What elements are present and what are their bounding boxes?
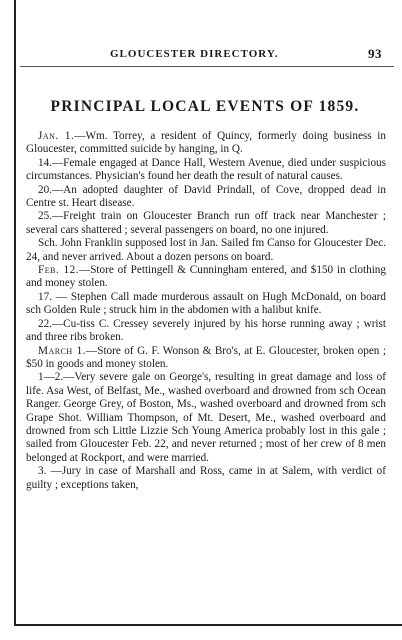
event-text: —Wm. Torrey, a resident of Quincy, formerly doing business in Gloucester, committed suicide by hanging, in Q. [26,130,386,156]
running-head-title: GLOUCESTER DIRECTORY. [110,48,279,60]
section-title: PRINCIPAL LOCAL EVENTS OF 1859. [50,98,360,115]
event-text: —Store of Pettingell & Cunningham entered, and $150 in clothing and money stolen. [26,264,386,290]
event-entry [26,345,386,372]
header-rule [20,66,394,67]
event-text: 22.—Cu-tiss C. Cressey severely injured by his horse running away ; wrist and three ribs broken. [26,317,386,344]
event-date-lead: Feb. 12. [38,264,79,277]
left-border-rule [14,0,16,625]
event-date-lead: Jan. 1. [38,130,75,142]
event-entry [26,291,386,318]
bottom-border-rule [14,624,402,626]
event-text: 17. — Stephen Call made murderous assault on Hugh McDonald, on board sch Golden Rule ; struck him in the abdomen with a halibut knife. [26,290,386,317]
event-text: 14.—Female engaged at Dance Hall, Western Avenue, died under suspicious circumstances. Physician's found her death the result of natural causes. [26,156,386,183]
running-head [16,44,402,64]
page-number: 93 [368,46,382,61]
event-text: 20.—An adopted daughter of David Prindall, of Cove, dropped dead in Centre st. Heart disease. [26,183,386,210]
events-list [26,130,386,492]
event-entry [26,465,386,492]
event-text: 25.—Freight train on Gloucester Branch run off track near Manchester ; several cars shattered ; several passengers on board, no one injured. [26,210,386,236]
event-entry [26,157,386,184]
event-text: 1—2.—Very severe gale on George's, resulting in great damage and loss of life. Asa West, of Belfast, Me., washed overboard and drowned from sch Ocean Ranger. George Grey, of Boston, Ms., washed overboard and drowned from sch Grape Shot. William Thompson, of Mt. Desert, Me., washed overboard and drowned from sch Little Lizzie Sch Young America probably lost in this gale ; sailed from Gloucester Feb. 22, and never returned ; most of her crew of 8 men belonged at Rockport, and were married. [26,371,386,464]
event-entry [26,318,386,345]
event-entry [26,371,386,465]
event-text: —Store of G. F. Wonson & Bro's, at E. Gloucester, broken open ; $50 in goods and money stolen. [26,344,386,370]
event-entry [26,210,386,237]
event-text: Sch. John Franklin supposed lost in Jan. Sailed fm Canso for Gloucester Dec. 24, and never arrived. About a dozen persons on board. [26,237,386,263]
event-entry [26,184,386,211]
event-entry [26,264,386,291]
event-text: 3. —Jury in case of Marshall and Ross, came in at Salem, with verdict of guilty ; exceptions taken, [26,465,386,491]
event-entry [26,130,386,157]
event-date-lead: March 1. [38,344,87,357]
event-entry [26,237,386,264]
